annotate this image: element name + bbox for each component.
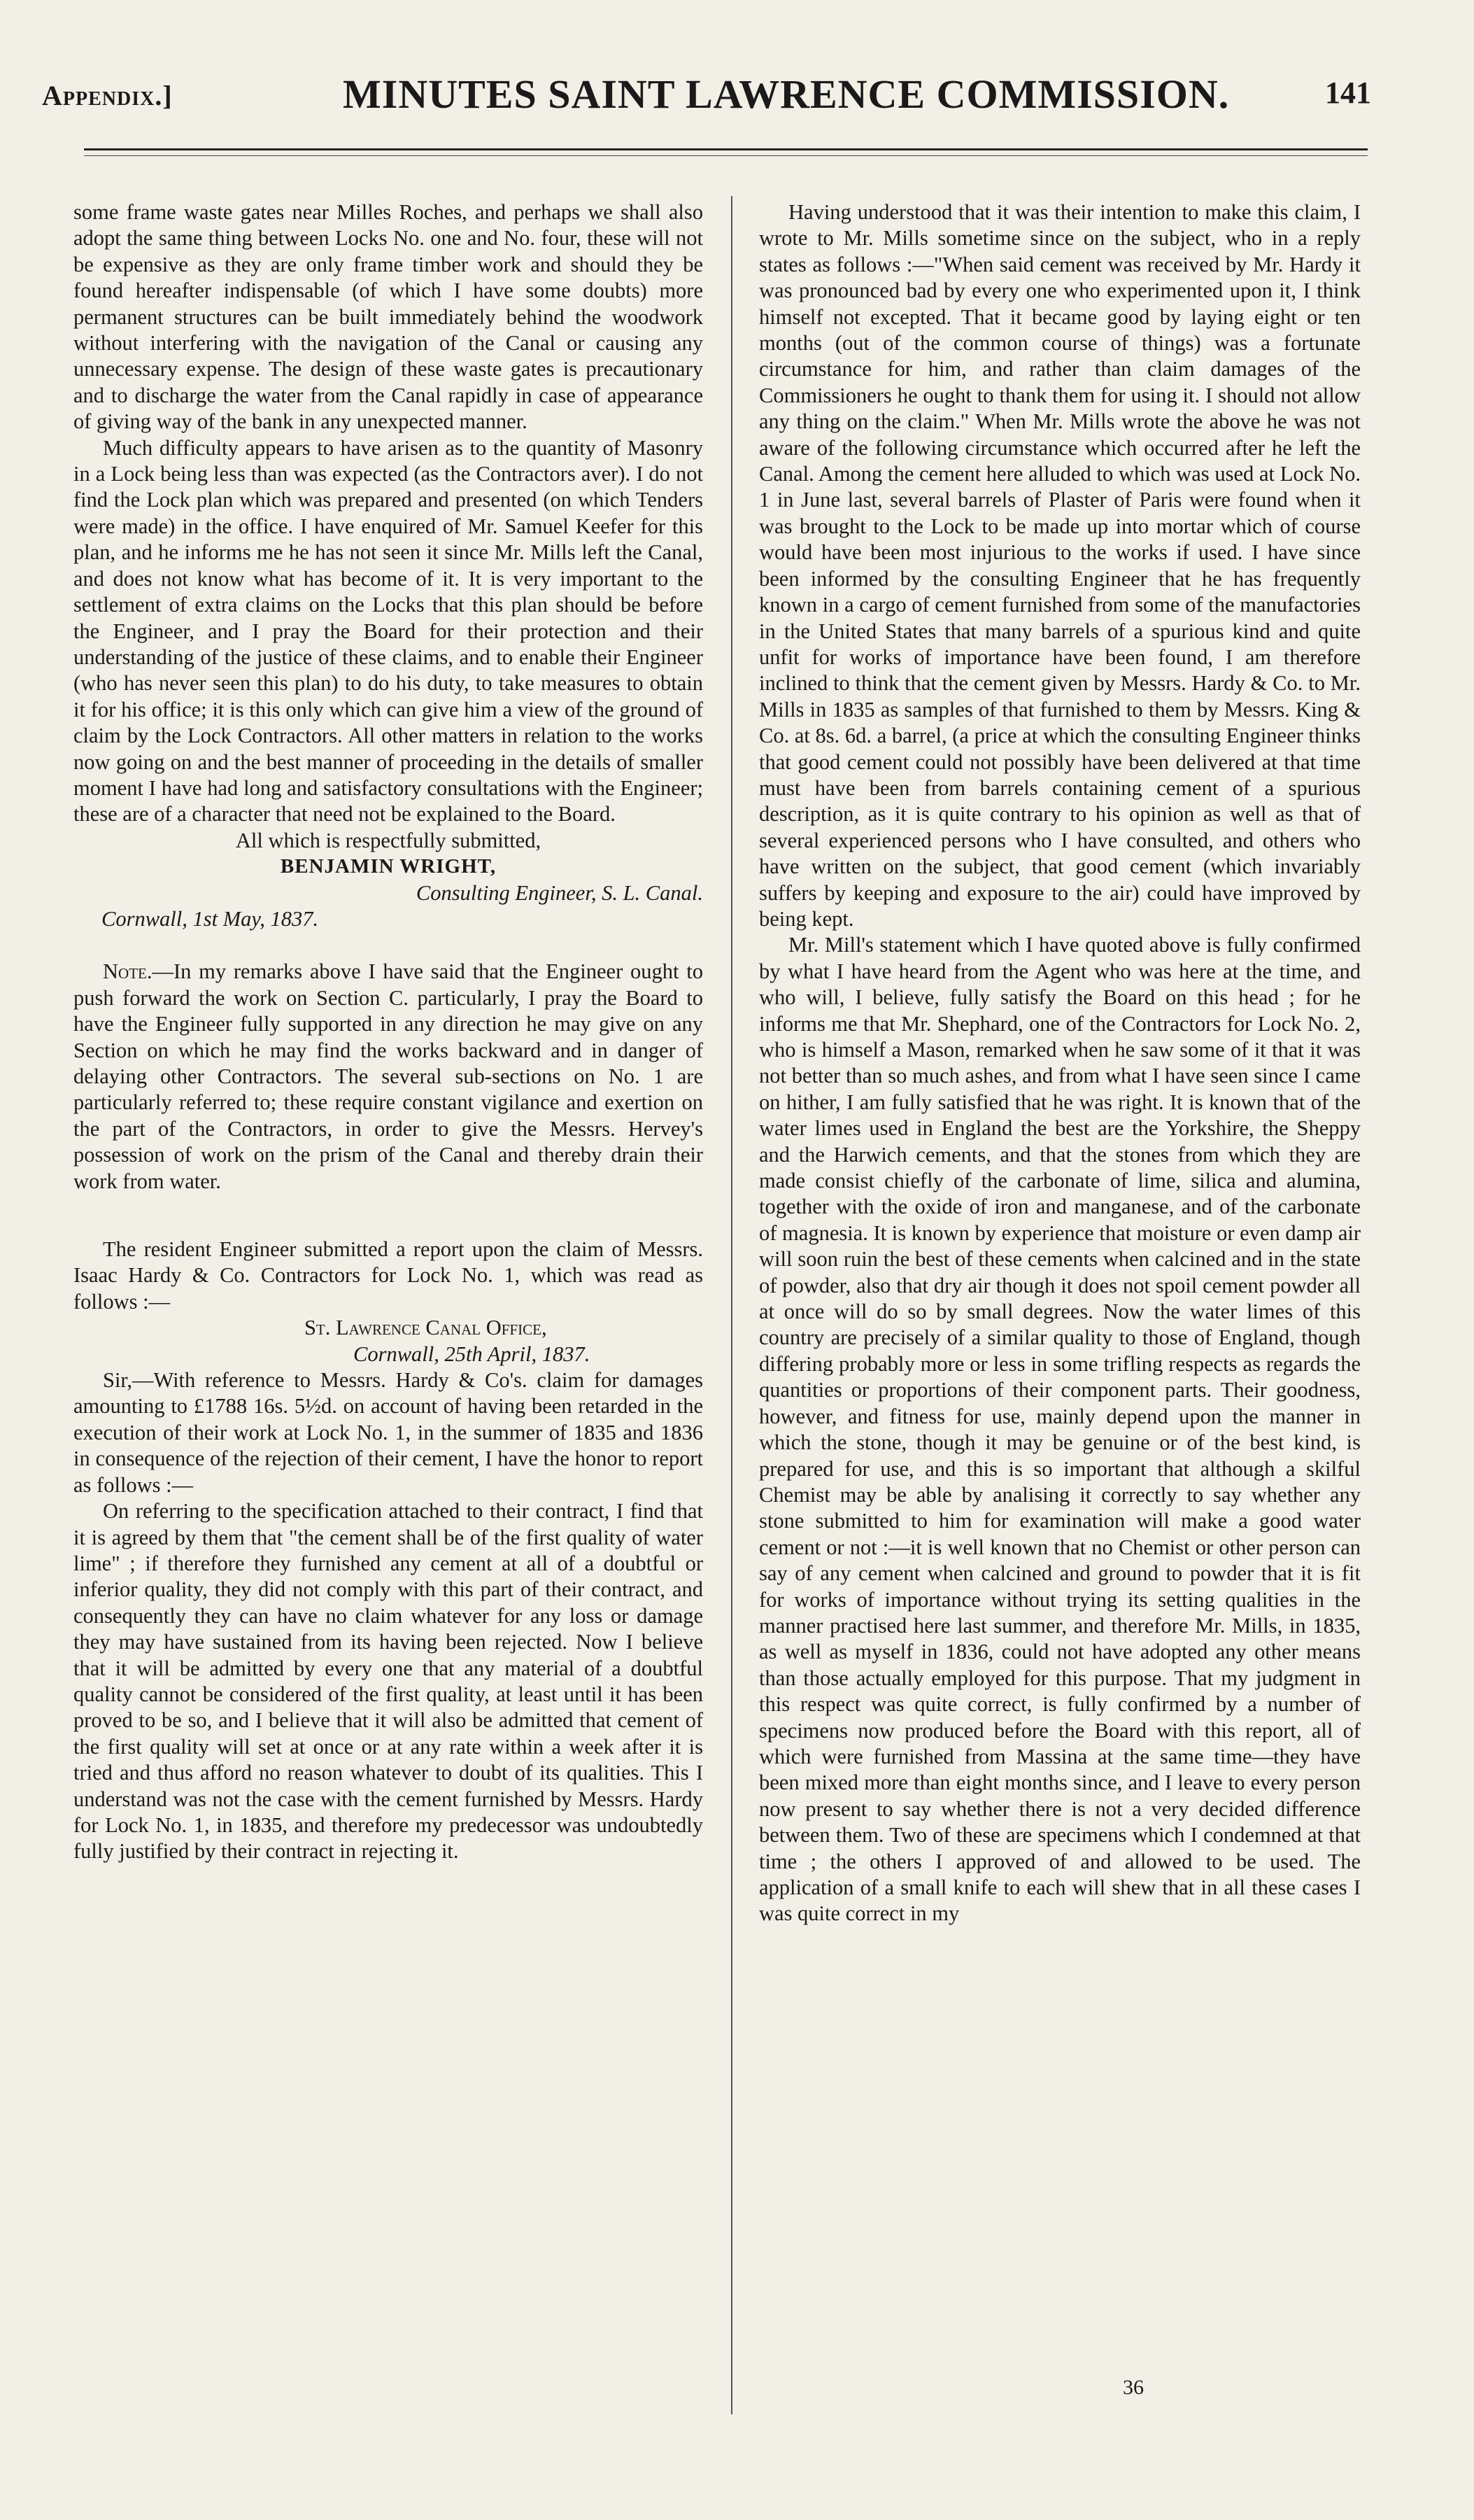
page-header (42, 66, 1371, 129)
right-column (759, 199, 1361, 1927)
place-date: Cornwall, 1st May, 1837. (101, 906, 319, 931)
note-text: —In my remarks above I have said that the Engineer ought to push forward the work on Section C. particularly, I pray the Board to have the Engineer fully supported in any direction he may give on any Section on which he may find the works backward and in danger of delaying other Contractors. The several sub-sections on No. 1 are particularly referred to; these require constant vigilance and exertion on the part of the Contractors, in order to give the Messrs. Hervey's possession of work on the prism of the Canal and thereby drain their work from water. (73, 959, 703, 1193)
letter-paragraph-1: Sir,—With reference to Messrs. Hardy & Co's. claim for damages amounting to £1788 16s. 5½d. on account of having been retarded in the execution of their work at Lock No. 1, in the summer of 1835 and 1836 in consequence of the rejection of their cement, I have the honor to report as follows :— (73, 1368, 703, 1497)
signature-name: BENJAMIN WRIGHT, (280, 855, 497, 878)
left-paragraph-2: Much difficulty appears to have arisen as to the quantity of Masonry in a Lock being less than was expected (as the Contractors aver). I do not find the Lock plan which was prepared and presented (on which Tenders were made) in the office. I have enquired of Mr. Samuel Keefer for this plan, and he informs me he has not seen it since Mr. Mills left the Canal, and does not know what has become of it. It is very important to the settlement of extra claims on the Locks that this plan should be before the Engineer, and I pray the Board for their protection and their understanding of the justice of these claims, and to enable their Engineer (who has never seen this plan) to do his duty, to take measures to obtain it for his office; it is this only which can give him a view of the ground of claim by the Lock Contractors. All other matters in relation to the works now going on and the best manner of proceeding in the details of smaller moment I have had long and satisfactory consultations with the Engineer; these are of a character that need not be explained to the Board. (73, 435, 703, 826)
right-paragraph-1: Having understood that it was their intention to make this claim, I wrote to Mr. Mills sometime since on the subject, who in a reply states as follows :—"When said cement was received by Mr. Hardy it was pronounced bad by every one who experimented upon it, I think himself not excepted. That it became good by laying eight or ten months (out of the common course of things) was a fortunate circumstance for him, and rather than claim damages of the Commissioners he ought to thank them for using it. I should not allow any thing on the claim." When Mr. Mills wrote the above he was not aware of the following circumstance which occurred after he left the Canal. Among the cement here alluded to which was used at Lock No. 1 in June last, several barrels of Plaster of Paris were found when it was brought to the Lock to be made up into mortar which of course would have been most injurious to the works if used. I have since been informed by the consulting Engineer that he has frequently known in a cargo of cement furnished from some of the manufactories in the United States that many barrels of a spurious kind and quite unfit for works of importance have been found, I am therefore inclined to think that the cement given by Messrs. Hardy & Co. to Mr. Mills in 1835 as samples of that furnished to them by Messrs. King & Co. at 8s. 6d. a barrel, (a price at which the consulting Engineer thinks that good cement could not possibly have been delivered at that time must have been from barrels containing cement of a spurious description, as it is quite contrary to his opinion as well as that of several experienced persons who I have consulted, and others who have written on the subject, that good cement (which invariably suffers by keeping and exposure to the air) could have improved by being kept. (759, 200, 1361, 931)
left-column (73, 199, 703, 1865)
signature-title: Consulting Engineer, S. L. Canal. (416, 880, 703, 905)
header-title: MINUTES SAINT LAWRENCE COMMISSION. (343, 71, 1230, 117)
closing-line: All which is respectfully submitted, (235, 828, 541, 852)
section-spacer (73, 1195, 703, 1237)
report-intro: The resident Engineer submitted a report upon the claim of Messrs. Isaac Hardy & Co. Contractors for Lock No. 1, which was read as follows :— (73, 1237, 703, 1314)
letter-paragraph-2: On referring to the specification attached to their contract, I find that it is agreed by them that "the cement shall be of the first quality of water lime" ; if therefore they furnished any cement at all of a doubtful or inferior quality, they did not comply with this part of their contract, and consequently they can have no claim whatever for any loss or damage they may have sustained from its having been rejected. Now I believe that it will be admitted by every one that any material of a doubtful quality cannot be considered of the first quality, at least until it has been proved to be so, and I believe that it will also be admitted that cement of the first quality will set at once or at any rate within a week after it is tried and thus afford no reason whatever to doubt of its qualities. This I understand was not the case with the cement furnished by Messrs. Hardy for Lock No. 1, in 1835, and therefore my predecessor was undoubtedly fully justified by their contract in rejecting it. (73, 1499, 703, 1864)
left-paragraph-1: some frame waste gates near Milles Roches, and perhaps we shall also adopt the same thing between Locks No. one and No. four, these will not be expensive as they are only frame timber work and should they be found hereafter indispensable (of which I have some doubts) more permanent structures can be built immediately behind the woodwork without interfering with the navigation of the Canal or causing any unnecessary expense. The design of these waste gates is precautionary and to discharge the water from the Canal rapidly in case of appearance of giving way of the bank in any unexpected manner. (73, 200, 703, 434)
header-section-label: Appendix.] (42, 80, 173, 111)
page-number: 141 (1325, 76, 1371, 110)
column-divider (731, 196, 732, 2414)
header-rule-thin (84, 155, 1368, 156)
note-paragraph (73, 959, 703, 1195)
header-rule-thick (84, 148, 1368, 150)
office-heading: St. Lawrence Canal Office, (304, 1316, 547, 1340)
signature-mark: 36 (1123, 2376, 1144, 2399)
right-paragraph-2: Mr. Mill's statement which I have quoted above is fully confirmed by what I have heard from the Agent who was here at the time, and who will, I believe, fully satisfy the Board on this head ; for he informs me that Mr. Shephard, one of the Contractors for Lock No. 2, who is himself a Mason, remarked when he saw some of it that it was not better than so much ashes, and from what I have seen since I came on hither, I am fully satisfied that he was right. It is known that of the water limes used in England the best are the Yorkshire, the Sheppy and the Harwich cements, and that the stones from which they are made consist chiefly of the carbonate of lime, silica and alumina, together with the oxide of iron and manganese, and of the carbonate of magnesia. It is known by experience that moisture or even damp air will soon ruin the best of these cements when calcined and in the state of powder, also that dry air though it does not spoil cement powder all at once will do so by small degrees. Now the water limes of this country are precisely of a similar quality to those of England, though differing probably more or less in some trifling respects as regards the quantities or proportions of their component parts. Their goodness, however, and fitness for use, mainly depend upon the manner in which the stone, though it may be genuine or of the best kind, is prepared for use, and this is so important that although a skilful Chemist may be able by analising it correctly to say whether any stone submitted to him for examination will make a good water cement or not :—it is well known that no Chemist or other person can say of any cement when calcined and ground to powder that it is fit for works of importance without trying its setting qualities in the manner practised here last summer, and therefore Mr. Mills, in 1835, as well as myself in 1836, could not have adopted any other means than those actually employed for this purpose. That my judgment in this respect was quite correct, is fully confirmed by a number of specimens now produced before the Board with this report, all of which were furnished from Massina at the same time—they have been mixed more than eight months since, and I leave to every person now present to say whether there is not a very decided difference between them. Two of these are specimens which I condemned at that time ; the others I approved of and allowed to be used. The application of a small knife to each will shew that in all these cases I was quite correct in my (759, 933, 1361, 1926)
office-date: Cornwall, 25th April, 1837. (353, 1342, 590, 1366)
note-label: Note. (103, 959, 153, 984)
